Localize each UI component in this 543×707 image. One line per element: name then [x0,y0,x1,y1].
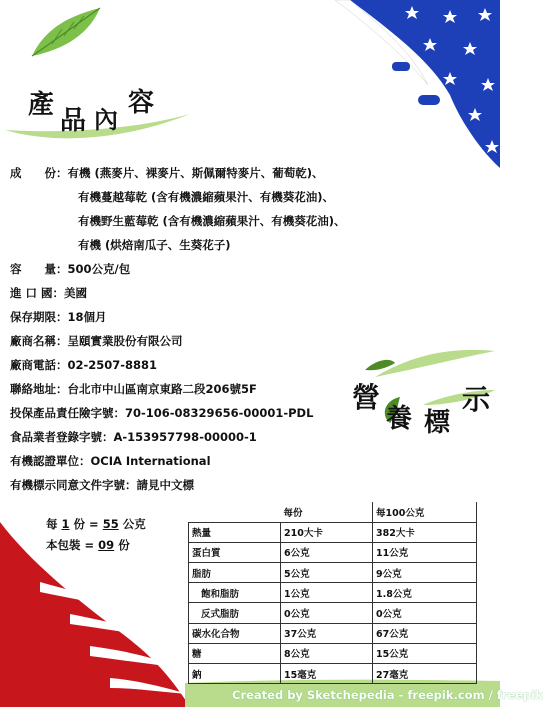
insurance-value: 70-106-08329656-00001-PDL [125,406,314,420]
food-registration-label: 食品業者登錄字號： [10,430,114,444]
per-serving-value: 15毫克 [281,664,373,684]
per-serving-value: 5公克 [281,563,373,583]
per-100g-value: 382大卡 [373,522,477,542]
ingredients-row [10,161,324,185]
title-char: 容 [128,88,155,118]
title-char: 內 [94,105,118,134]
origin-value: 美國 [64,286,88,300]
ingredients-line: 有機野生藍莓乾 (含有機濃縮蘋果汁、有機葵花油)、 [78,214,346,228]
insurance-label: 投保產品責任險字號： [10,406,125,420]
nutrition-title-char: 標 [424,408,451,438]
title-char: 品 [60,106,87,136]
shelf-life-value: 18個月 [67,310,107,324]
table-row [189,664,477,684]
serving-size [46,516,146,532]
table-row [189,623,477,643]
serving-text: 每 [46,517,58,531]
serving-count: 1 [61,517,70,531]
food-registration-value: A-153957798-00000-1 [113,430,257,444]
servings-per-package [46,537,130,553]
origin-row [10,281,87,305]
certification-value: OCIA International [90,454,211,468]
phone-value: 02-2507-8881 [67,358,158,372]
capacity-row [10,257,130,281]
per-100g-value: 67公克 [373,623,477,643]
per-serving-value: 37公克 [281,623,373,643]
package-servings: 09 [98,538,115,552]
credit-text: Created by Sketchepedia - freepik.com / freepik [232,688,543,702]
nutrient-name: 反式脂肪 [189,603,281,623]
package-unit: 份 [118,538,130,552]
per-serving-value: 8公克 [281,643,373,663]
nutrition-title-char: 示 [462,383,491,416]
nutrient-name: 熱量 [189,522,281,542]
title-char: 產 [28,90,55,120]
per-serving-value: 1公克 [281,583,373,603]
per-100g-value: 11公克 [373,542,477,562]
insurance-row [10,401,313,425]
table-header-row [189,502,477,522]
per-100g-value: 1.8公克 [373,583,477,603]
maker-label: 廠商名稱： [10,334,68,348]
certification-label: 有機認證單位： [10,454,91,468]
nutrient-name: 鈉 [189,664,281,684]
table-header [189,502,281,522]
package-text: 本包裝 = [46,538,99,552]
phone-label: 廠商電話： [10,358,68,372]
organic-document-label: 有機標示同意文件字號： [10,478,137,492]
table-row [189,603,477,623]
stars-flag-decoration [310,0,500,170]
ingredients-line: 有機 (烘焙南瓜子、生葵花子) [78,238,231,252]
organic-document-value: 請見中文標 [136,478,194,492]
nutrient-name: 碳水化合物 [189,623,281,643]
nutrient-name: 糖 [189,643,281,663]
table-header: 每100公克 [373,502,477,522]
per-100g-value: 9公克 [373,563,477,583]
serving-unit: 公克 [122,517,146,531]
address-value: 台北市中山區南京東路二段206號5F [67,382,257,396]
serving-text: 份 = [73,517,103,531]
table-row [189,542,477,562]
nutrient-name: 蛋白質 [189,542,281,562]
ingredients-line: 有機蔓越莓乾 (含有機濃縮蘋果汁、有機葵花油)、 [78,190,335,204]
address-row [10,377,257,401]
serving-grams: 55 [102,517,119,531]
organic-document-row [10,473,194,497]
certification-row [10,449,211,473]
nutrient-name: 飽和脂肪 [189,583,281,603]
per-100g-value: 27毫克 [373,664,477,684]
maker-value: 呈頤實業股份有限公司 [67,334,183,348]
table-header: 每份 [281,502,373,522]
per-100g-value: 0公克 [373,603,477,623]
shelf-life-label: 保存期限： [10,310,68,324]
nutrient-name: 脂肪 [189,563,281,583]
origin-label: 進 口 國： [10,286,65,300]
per-serving-value: 6公克 [281,542,373,562]
leaf-decoration [22,4,112,64]
nutrition-title-char: 營 [352,381,381,414]
ingredients-label: 成 份： [10,166,68,180]
capacity-value: 500公克/包 [67,262,131,276]
address-label: 聯絡地址： [10,382,68,396]
per-100g-value: 15公克 [373,643,477,663]
nutrition-table [188,502,477,684]
capacity-label: 容 量： [10,262,68,276]
nutrition-title-char: 養 [386,404,413,434]
per-serving-value: 0公克 [281,603,373,623]
table-row [189,563,477,583]
per-serving-value: 210大卡 [281,522,373,542]
shelf-life-row [10,305,107,329]
maker-row [10,329,183,353]
food-registration-row [10,425,257,449]
ingredients-line: 有機 (燕麥片、裸麥片、斯佩爾特麥片、葡萄乾)、 [67,166,324,180]
phone-row [10,353,157,377]
table-row [189,583,477,603]
table-row [189,643,477,663]
table-row [189,522,477,542]
